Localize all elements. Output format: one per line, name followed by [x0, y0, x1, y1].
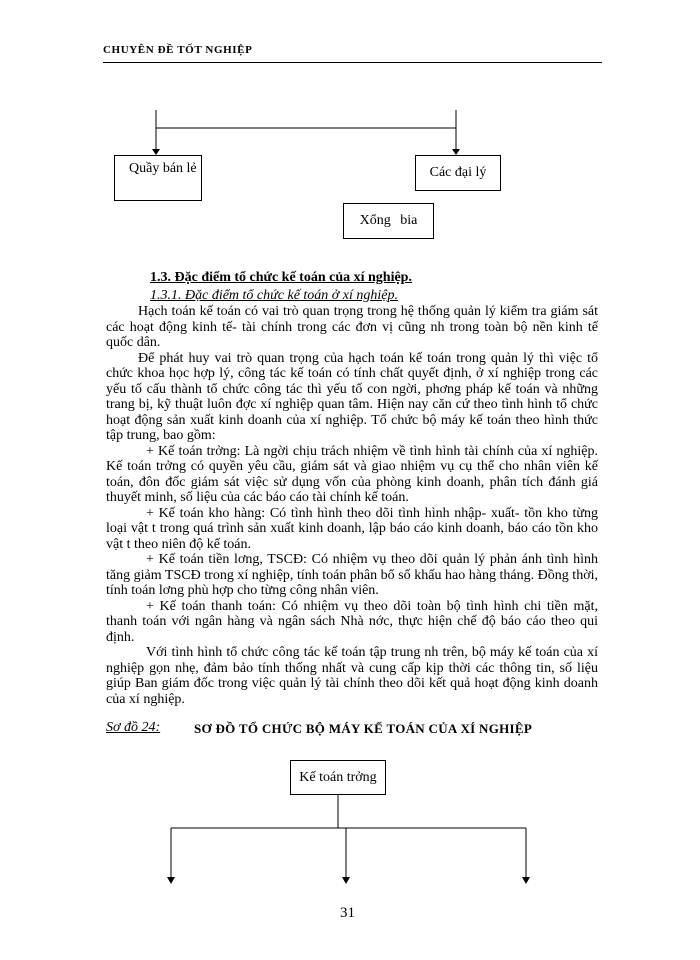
page-number: 31	[340, 905, 355, 921]
box-xong-bia: Xổng bia	[343, 203, 434, 239]
diagram-caption: Sơ đồ 24:	[106, 720, 161, 735]
paragraph-intro: Hạch toán kế toán có vai trò quan trọng trong hệ thống quản lý kiểm tra giám sát các hoạt động kinh tế- tài chính trong các đơn vị cũng nh trong toàn bộ nền kinh tế quốc dân.	[106, 304, 598, 350]
paragraph-role: Để phát huy vai trò quan trọng của hạch toán kế toán trong quản lý thì việc tổ chức khoa học hợp lý, công tác kế toán có tính chất quyết định, ở xí nghiệp trong các yếu tố cấu thành tổ chức công tác thì yếu tố con ngời, phơng pháp kế toán và những trang bị, kỹ thuật luôn đợc xí nghiệp quan tâm. Hiện nay căn cứ theo tình hình tổ chức hoạt động sản xuất kinh doanh của xí nghiệp. Tổ chức bộ máy kế toán theo hình thức tập trung, bao gồm:	[106, 350, 598, 443]
arrowhead-branch-middle	[342, 877, 350, 884]
subsection-heading: 1.3.1. Đặc điểm tổ chức kế toán ở xí nghiệp.	[150, 288, 398, 303]
box-ke-toan-truong: Kế toán trởng	[290, 760, 386, 795]
paragraph-payment-accountant: + Kế toán thanh toán: Có nhiệm vụ theo dõi toàn bộ tình hình chi tiền mặt, thanh toán với ngân hàng và ngân sách Nhà nớc, thực hiện chế độ báo cáo theo qui định.	[106, 598, 598, 645]
arrowhead-branch-right	[522, 877, 530, 884]
paragraph-warehouse-accountant: + Kế toán kho hàng: Có tình hình theo dõi tình hình nhập- xuất- tồn kho từng loại vật t trong quá trình sản xuất kinh doanh, lập báo cáo kinh doanh, báo cáo tồn kho vật t theo niên độ kế toán.	[106, 505, 598, 552]
paragraph-chief-accountant: + Kế toán trởng: Là ngời chịu trách nhiệm về tình hình tài chính của xí nghiệp. Kế toán trởng có quyền yêu cầu, giám sát và giao nhiệm vụ cụ thể cho nhân viên kế toán, đôn đốc giám sát việc sử dụng vốn của phòng kinh doanh, phân tích đánh giá thuyết minh, số liệu của các báo cáo tài chính kế toán.	[106, 443, 598, 505]
document-header: CHUYÊN ĐỀ TỐT NGHIỆP	[103, 44, 253, 56]
diagram-title: SƠ ĐỒ TỔ CHỨC BỘ MÁY KẾ TOÁN CỦA XÍ NGHIỆP	[194, 721, 533, 736]
box-cac-dai-ly: Các đại lý	[415, 155, 501, 191]
paragraph-conclusion: Với tình hình tổ chức công tác kế toán tập trung nh trên, bộ máy kế toán của xí nghiệp gọn nhẹ, đảm bảo tính thống nhất và cung cấp kịp thời các thông tin, số liệu giúp Ban giám đốc trong việc quản lý tài chính theo dõi kết quả hoạt động kinh doanh của xí nghiệp.	[106, 645, 598, 707]
paragraph-salary-accountant: + Kế toán tiền lơng, TSCĐ: Có nhiệm vụ theo dõi quản lý phản ánh tình hình tăng giảm TSCĐ trong xí nghiệp, tính toán phân bổ số khấu hao hàng tháng. Đồng thời, tính toán lơng phù hợp cho từng công nhân viên.	[106, 552, 598, 598]
arrowhead-branch-left	[167, 877, 175, 884]
box-quay-ban-le: Quầy bán lẻ	[114, 155, 202, 201]
section-heading: 1.3. Đặc điểm tổ chức kế toán của xí nghiệp.	[150, 270, 412, 285]
body-text	[106, 304, 598, 707]
